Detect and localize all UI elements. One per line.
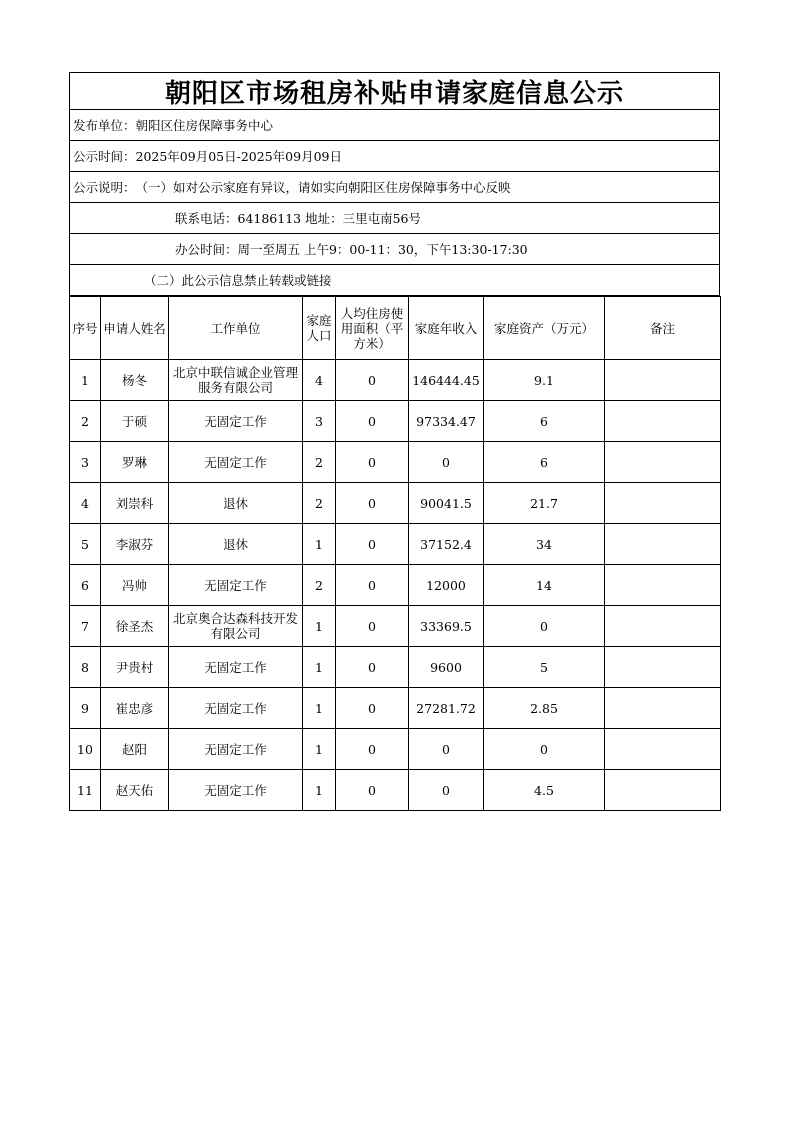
- cell-index: 2: [70, 401, 101, 442]
- cell-household-size: 1: [303, 524, 336, 565]
- cell-remarks: [605, 524, 721, 565]
- cell-assets: 9.1: [484, 360, 605, 401]
- cell-household-size: 1: [303, 770, 336, 811]
- cell-applicant-name: 罗琳: [101, 442, 169, 483]
- cell-area-per-person: 0: [336, 442, 409, 483]
- cell-annual-income: 146444.45: [409, 360, 484, 401]
- cell-index: 7: [70, 606, 101, 647]
- table-row: [70, 770, 721, 811]
- table-row: [70, 606, 721, 647]
- cell-applicant-name: 赵天佑: [101, 770, 169, 811]
- cell-applicant-name: 杨冬: [101, 360, 169, 401]
- cell-applicant-name: 于硕: [101, 401, 169, 442]
- cell-assets: 6: [484, 401, 605, 442]
- notice-sheet: [69, 72, 720, 811]
- cell-applicant-name: 李淑芬: [101, 524, 169, 565]
- cell-employer: 无固定工作: [169, 729, 303, 770]
- cell-remarks: [605, 360, 721, 401]
- cell-applicant-name: 冯帅: [101, 565, 169, 606]
- cell-remarks: [605, 401, 721, 442]
- cell-index: 4: [70, 483, 101, 524]
- cell-assets: 0: [484, 729, 605, 770]
- cell-employer: 北京中联信诚企业管理服务有限公司: [169, 360, 303, 401]
- cell-remarks: [605, 606, 721, 647]
- cell-annual-income: 27281.72: [409, 688, 484, 729]
- header-index: 序号: [70, 297, 101, 360]
- publisher-line: 发布单位：朝阳区住房保障事务中心: [69, 110, 720, 141]
- table-row: [70, 442, 721, 483]
- cell-area-per-person: 0: [336, 524, 409, 565]
- cell-assets: 6: [484, 442, 605, 483]
- cell-remarks: [605, 770, 721, 811]
- cell-employer: 无固定工作: [169, 442, 303, 483]
- header-annual-income: 家庭年收入: [409, 297, 484, 360]
- table-row: [70, 647, 721, 688]
- contact-line: 联系电话：64186113 地址：三里屯南56号: [69, 203, 720, 234]
- header-employer: 工作单位: [169, 297, 303, 360]
- table-row: [70, 483, 721, 524]
- cell-remarks: [605, 688, 721, 729]
- cell-area-per-person: 0: [336, 688, 409, 729]
- cell-remarks: [605, 442, 721, 483]
- cell-household-size: 2: [303, 565, 336, 606]
- table-row: [70, 360, 721, 401]
- note-item-2: （二）此公示信息禁止转载或链接: [69, 265, 720, 296]
- cell-assets: 4.5: [484, 770, 605, 811]
- cell-remarks: [605, 647, 721, 688]
- cell-household-size: 1: [303, 647, 336, 688]
- cell-annual-income: 97334.47: [409, 401, 484, 442]
- cell-annual-income: 12000: [409, 565, 484, 606]
- cell-area-per-person: 0: [336, 647, 409, 688]
- hours-line: 办公时间：周一至周五 上午9：00-11：30，下午13:30-17:30: [69, 234, 720, 265]
- cell-index: 9: [70, 688, 101, 729]
- cell-annual-income: 90041.5: [409, 483, 484, 524]
- cell-employer: 无固定工作: [169, 770, 303, 811]
- note-label: 公示说明：: [73, 180, 136, 195]
- cell-area-per-person: 0: [336, 401, 409, 442]
- cell-assets: 2.85: [484, 688, 605, 729]
- table-row: [70, 565, 721, 606]
- cell-assets: 21.7: [484, 483, 605, 524]
- cell-household-size: 2: [303, 483, 336, 524]
- table-header-row: [70, 297, 721, 360]
- header-applicant-name: 申请人姓名: [101, 297, 169, 360]
- table-row: [70, 524, 721, 565]
- cell-index: 11: [70, 770, 101, 811]
- note-item-1: （一）如对公示家庭有异议，请如实向朝阳区住房保障事务中心反映: [135, 180, 511, 195]
- cell-index: 1: [70, 360, 101, 401]
- cell-employer: 无固定工作: [169, 647, 303, 688]
- cell-index: 3: [70, 442, 101, 483]
- cell-area-per-person: 0: [336, 565, 409, 606]
- cell-area-per-person: 0: [336, 483, 409, 524]
- cell-assets: 0: [484, 606, 605, 647]
- cell-index: 8: [70, 647, 101, 688]
- cell-applicant-name: 刘崇科: [101, 483, 169, 524]
- note-row: [69, 172, 720, 203]
- cell-annual-income: 0: [409, 729, 484, 770]
- cell-household-size: 1: [303, 729, 336, 770]
- cell-index: 6: [70, 565, 101, 606]
- cell-annual-income: 9600: [409, 647, 484, 688]
- cell-employer: 无固定工作: [169, 565, 303, 606]
- table-row: [70, 688, 721, 729]
- cell-employer: 无固定工作: [169, 688, 303, 729]
- cell-applicant-name: 崔忠彦: [101, 688, 169, 729]
- cell-area-per-person: 0: [336, 729, 409, 770]
- cell-employer: 退休: [169, 524, 303, 565]
- cell-area-per-person: 0: [336, 770, 409, 811]
- cell-household-size: 1: [303, 606, 336, 647]
- cell-household-size: 2: [303, 442, 336, 483]
- cell-applicant-name: 徐圣杰: [101, 606, 169, 647]
- header-household-size: 家庭人口: [303, 297, 336, 360]
- page-title: 朝阳区市场租房补贴申请家庭信息公示: [69, 72, 720, 110]
- cell-area-per-person: 0: [336, 606, 409, 647]
- applicant-table: [69, 296, 721, 811]
- cell-assets: 14: [484, 565, 605, 606]
- header-remarks: 备注: [605, 297, 721, 360]
- cell-annual-income: 0: [409, 770, 484, 811]
- cell-applicant-name: 尹贵村: [101, 647, 169, 688]
- cell-annual-income: 37152.4: [409, 524, 484, 565]
- cell-assets: 5: [484, 647, 605, 688]
- table-row: [70, 729, 721, 770]
- cell-remarks: [605, 729, 721, 770]
- cell-remarks: [605, 565, 721, 606]
- header-assets: 家庭资产（万元）: [484, 297, 605, 360]
- cell-household-size: 4: [303, 360, 336, 401]
- table-body: [70, 360, 721, 811]
- cell-index: 10: [70, 729, 101, 770]
- cell-applicant-name: 赵阳: [101, 729, 169, 770]
- cell-index: 5: [70, 524, 101, 565]
- header-area-per-person: 人均住房使用面积（平方米）: [336, 297, 409, 360]
- cell-annual-income: 33369.5: [409, 606, 484, 647]
- table-row: [70, 401, 721, 442]
- cell-household-size: 1: [303, 688, 336, 729]
- cell-household-size: 3: [303, 401, 336, 442]
- cell-remarks: [605, 483, 721, 524]
- cell-employer: 无固定工作: [169, 401, 303, 442]
- cell-employer: 退休: [169, 483, 303, 524]
- cell-assets: 34: [484, 524, 605, 565]
- cell-area-per-person: 0: [336, 360, 409, 401]
- cell-annual-income: 0: [409, 442, 484, 483]
- period-line: 公示时间：2025年09月05日-2025年09月09日: [69, 141, 720, 172]
- cell-employer: 北京奥合达森科技开发有限公司: [169, 606, 303, 647]
